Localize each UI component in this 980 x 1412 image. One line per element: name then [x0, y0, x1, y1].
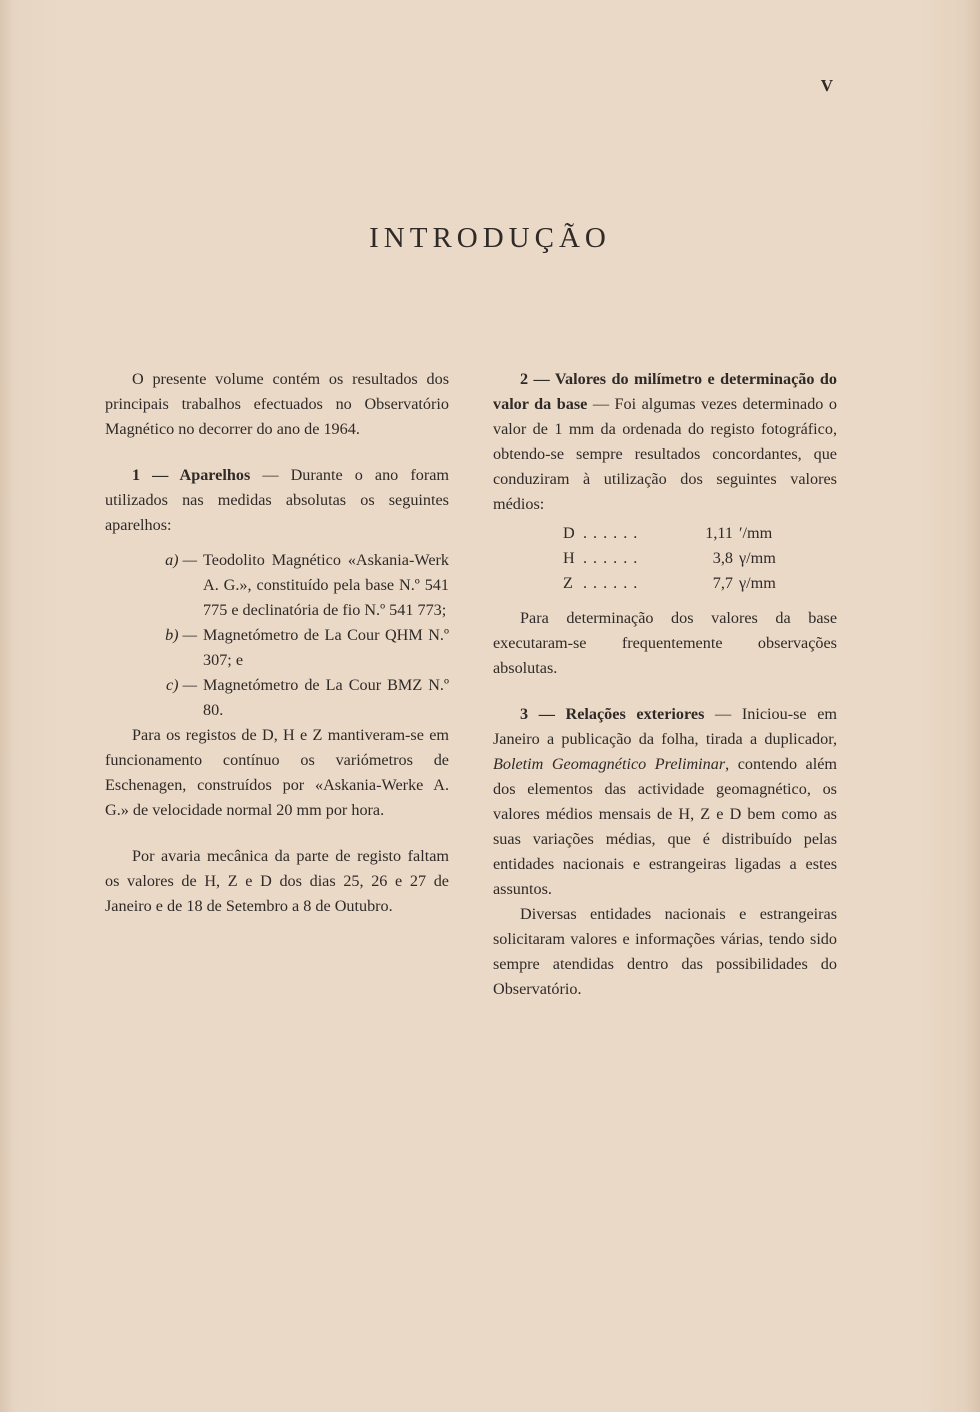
section-2-heading: 2 — Valores do milímetro e determinação do valor da base	[493, 370, 837, 413]
item-label: c) —	[165, 676, 197, 694]
section-1-paragraph	[105, 463, 449, 538]
page-number: V	[820, 76, 834, 95]
section-1-heading: 1 — Aparelhos	[132, 466, 251, 484]
values-table	[563, 521, 837, 596]
intro-paragraph: O presente volume contém os resultados dos principais trabalhos efectuados no Observatório Magnético no decorrer do ano de 1964.	[105, 370, 449, 438]
value-key: Z	[563, 574, 573, 592]
value-key: H	[563, 549, 575, 567]
section-3-text-b: , contendo além dos elementos das actividade geomagnético, os valores médios mensais de H, Z e D bem como as suas variações médias, que é distribuído pelas entidades nacionais e estrangeiras ligadas a estes assuntos.	[493, 755, 837, 898]
section-2-paragraph	[493, 367, 837, 517]
avaria-paragraph: Por avaria mecânica da parte de registo faltam os valores de H, Z e D dos dias 25, 26 e 27 de Janeiro e de 18 de Setembro a 8 de Outubro.	[105, 847, 449, 915]
value-dots: ......	[583, 574, 644, 592]
list-item	[105, 623, 449, 673]
right-column	[493, 367, 837, 1002]
page-title: INTRODUÇÃO	[369, 222, 611, 254]
value-number: 3,8	[712, 549, 733, 567]
list-item	[105, 673, 449, 723]
value-dots: ......	[583, 549, 644, 567]
section-3-paragraph	[493, 702, 837, 902]
closing-paragraph: Diversas entidades nacionais e estrangeiras solicitaram valores e informações várias, tendo sido sempre atendidas dentro das possibilidades do Observatório.	[493, 905, 837, 998]
item-text: Magnetómetro de La Cour BMZ N.º 80.	[203, 676, 449, 719]
value-number: 7,7	[712, 574, 733, 592]
section-3-heading: 3 — Relações exteriores	[520, 705, 705, 723]
section-2-text: — Foi algumas vezes determinado o valor de 1 mm da ordenada do registo fotográfico, obtendo-se sempre resultados concordantes, que conduziram à utilização dos seguintes valores médios:	[493, 395, 837, 513]
item-text: Teodolito Magnético «Askania-Werk A. G.», constituído pela base N.º 541 775 e declinatória de fio N.º 541 773;	[203, 551, 449, 619]
value-key: D	[563, 524, 575, 542]
base-paragraph: Para determinação dos valores da base executaram-se frequentemente observações absolutas.	[493, 609, 837, 677]
value-unit: γ/mm	[739, 549, 776, 567]
list-item	[105, 548, 449, 623]
left-column	[105, 367, 449, 919]
section-3-text-a: — Iniciou-se em Janeiro a publicação da folha, tirada a duplicador,	[493, 705, 837, 748]
values-row	[563, 521, 837, 546]
registos-paragraph: Para os registos de D, H e Z mantiveram-se em funcionamento contínuo os variómetros de Eschenagen, construídos por «Askania-Werke A. G.» de velocidade normal 20 mm por hora.	[105, 726, 449, 819]
value-number: 1,11	[705, 524, 733, 542]
bulletin-title: Boletim Geomagnético Preliminar	[493, 755, 726, 773]
instrument-list	[105, 548, 449, 723]
item-label: a) —	[165, 551, 197, 569]
value-dots: ......	[583, 524, 644, 542]
value-unit: ′/mm	[739, 524, 773, 542]
values-row	[563, 546, 837, 571]
values-row	[563, 571, 837, 596]
section-1-text: — Durante o ano foram utilizados nas medidas absolutas os seguintes aparelhos:	[105, 466, 449, 534]
value-unit: γ/mm	[739, 574, 776, 592]
item-text: Magnetómetro de La Cour QHM N.º 307; e	[203, 626, 449, 669]
item-label: b) —	[165, 626, 197, 644]
